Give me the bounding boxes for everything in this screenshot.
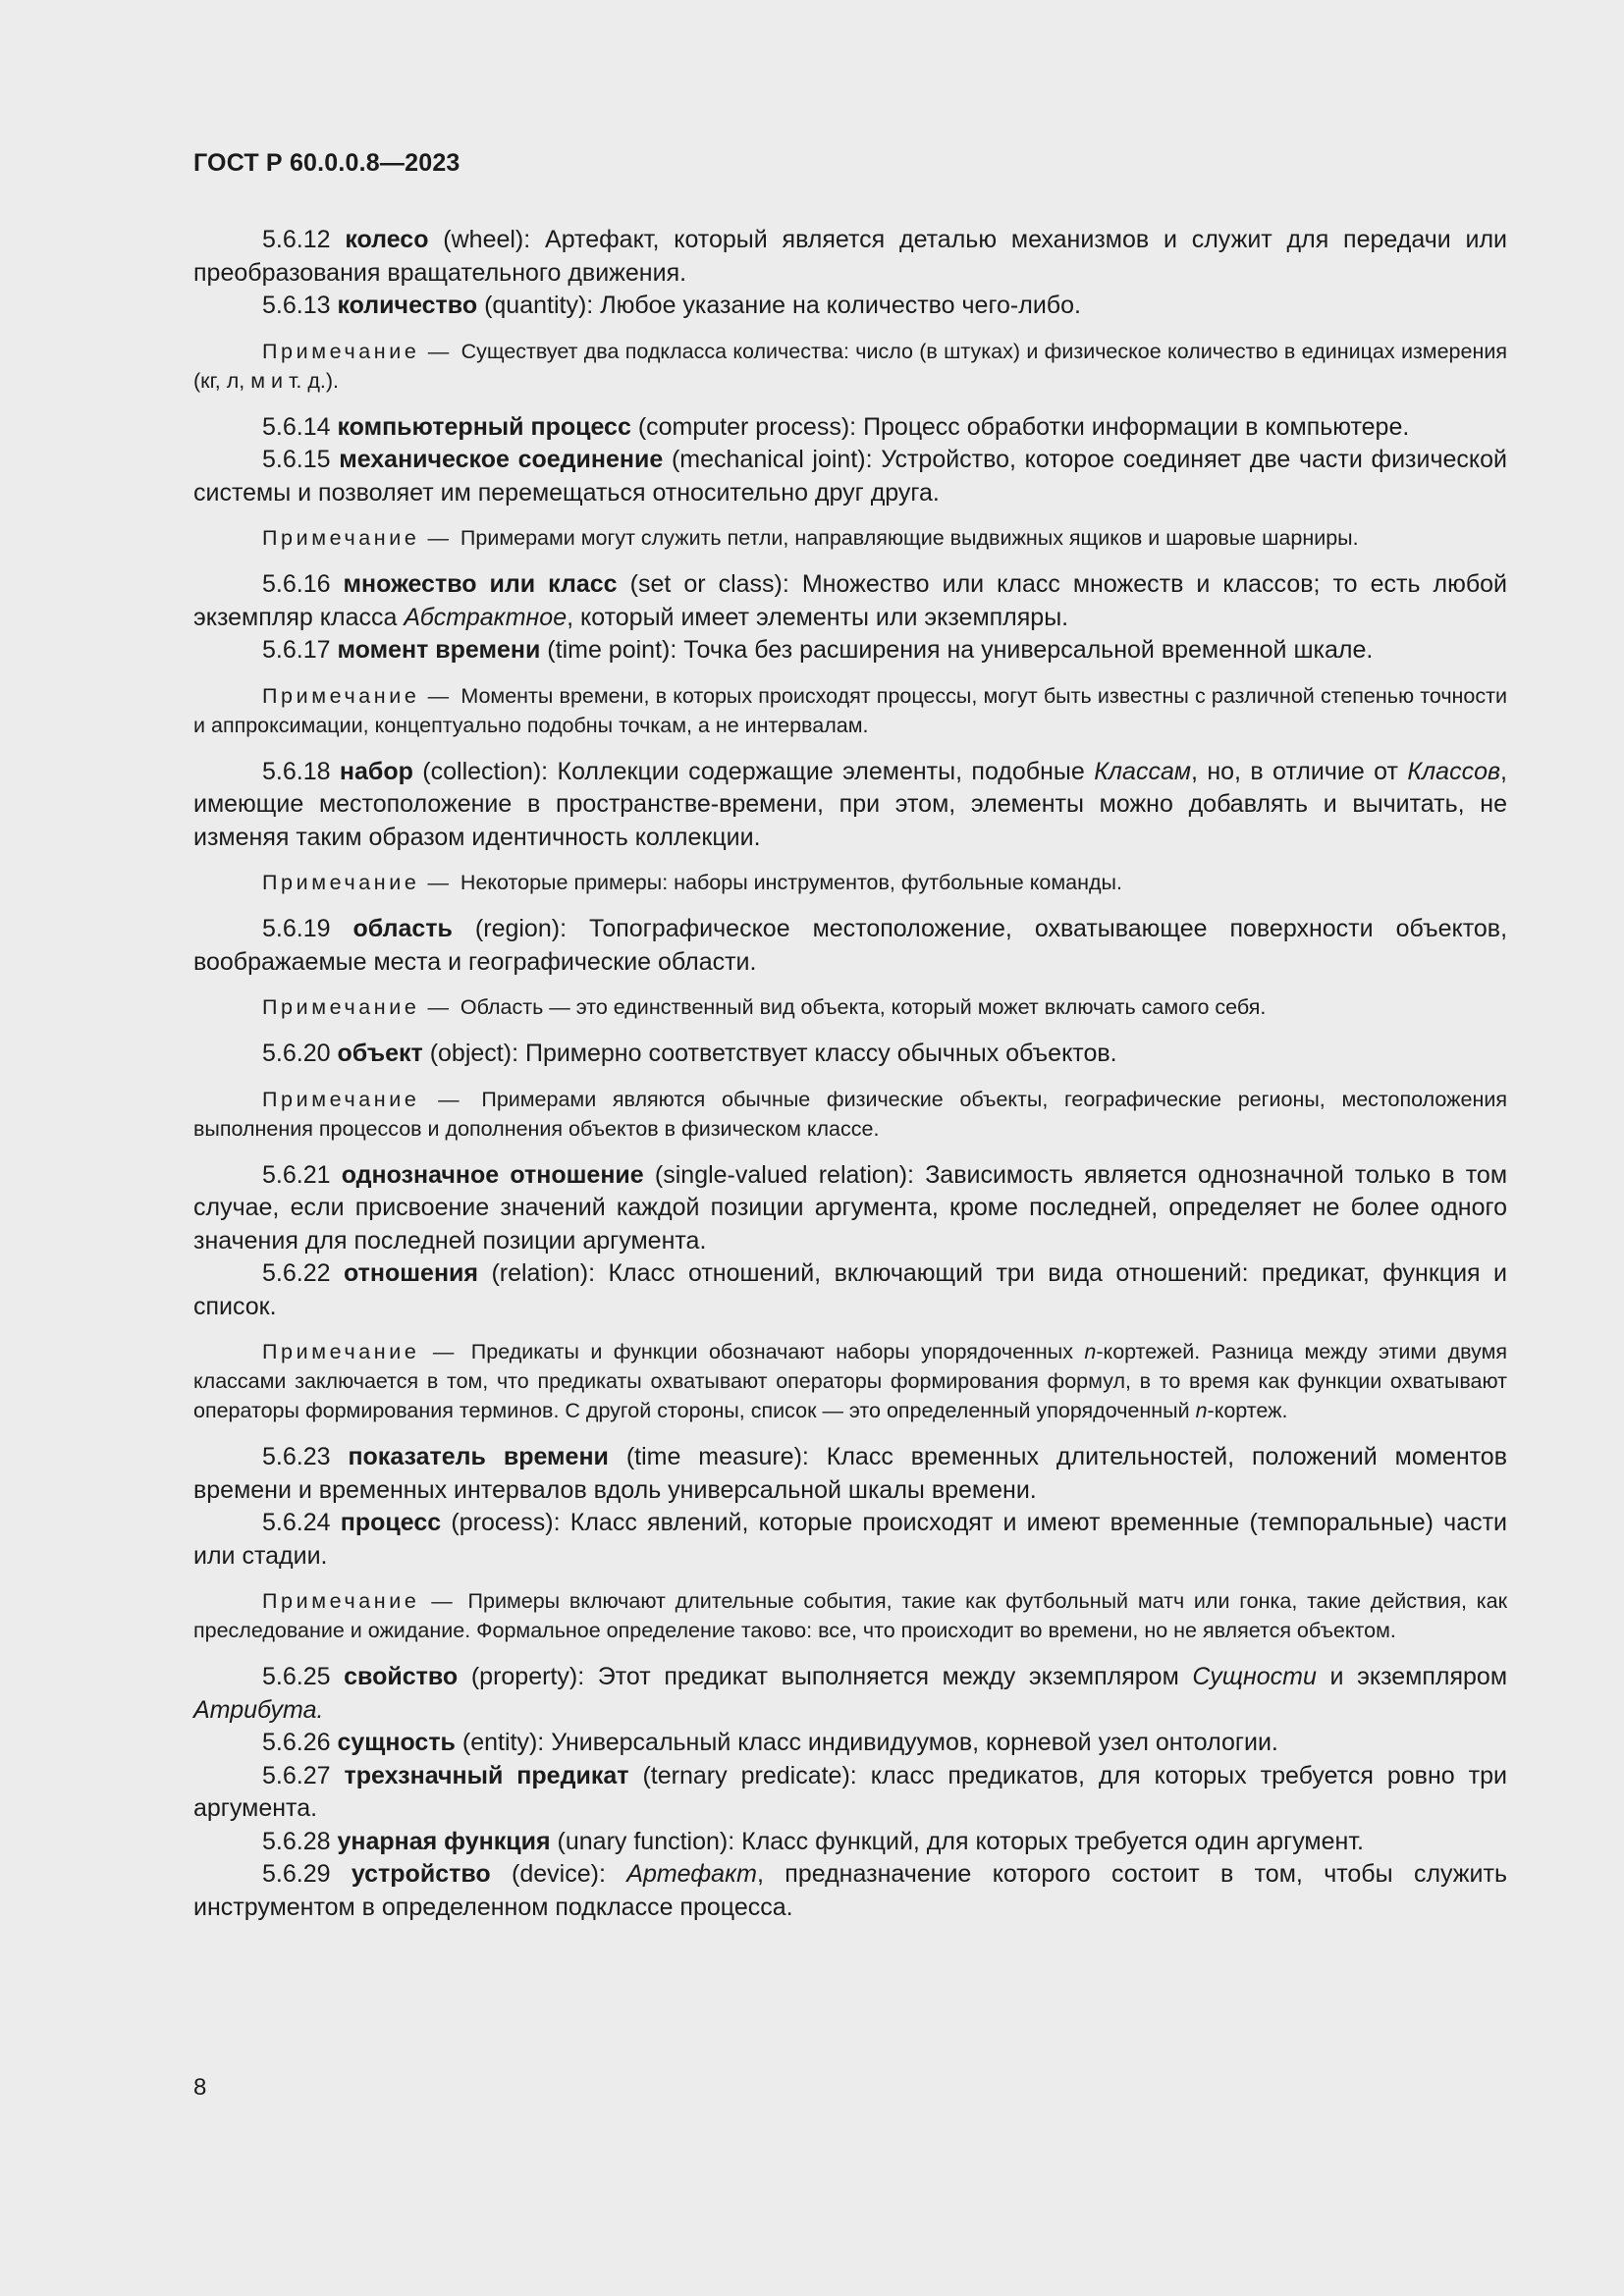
term-name: устройство: [351, 1860, 491, 1888]
term-5-6-24: [193, 1507, 1507, 1573]
term-english: (process):: [451, 1509, 561, 1536]
term-italic-ref: Классам: [1094, 757, 1191, 785]
term-number: 5.6.26: [262, 1729, 331, 1756]
term-5-6-18: [193, 756, 1507, 855]
term-definition: Любое указание на количество чего-либо.: [600, 292, 1081, 319]
term-5-6-13: [193, 290, 1507, 323]
term-english: (object):: [429, 1040, 519, 1067]
term-name: компьютерный процесс: [337, 412, 631, 441]
term-name: трехзначный предикат: [344, 1761, 629, 1789]
note-text: Предикаты и функции обозначают наборы упорядоченных: [470, 1340, 1073, 1363]
term-5-6-23: [193, 1441, 1507, 1507]
document-header: ГОСТ Р 60.0.0.8—2023: [193, 149, 460, 177]
term-name: механическое соединение: [339, 446, 664, 473]
note-5-6-13: [193, 337, 1507, 396]
note-text: Область — это единственный вид объекта, который может включать самого себя.: [460, 995, 1267, 1019]
term-name: отношения: [343, 1259, 479, 1287]
term-italic-ref: Классов: [1407, 757, 1501, 785]
note-label: Примечание: [262, 526, 420, 550]
term-5-6-28: [193, 1826, 1507, 1859]
term-5-6-21: [193, 1159, 1507, 1258]
term-number: 5.6.22: [262, 1259, 331, 1287]
note-text: Примерами могут служить петли, направляющие выдвижных ящиков и шаровые шарниры.: [460, 526, 1359, 550]
term-italic-ref: Артефакт: [626, 1860, 757, 1888]
term-number: 5.6.27: [262, 1761, 331, 1789]
term-number: 5.6.15: [262, 446, 331, 473]
term-5-6-29: [193, 1858, 1507, 1924]
term-name: сущность: [337, 1729, 456, 1756]
term-definition: Множество или класс множеств и классов; то есть любой экземпляр класса: [193, 570, 1508, 631]
term-definition-cont: , который имеет элементы или экземпляры.: [567, 603, 1069, 631]
term-english: (quantity):: [484, 292, 594, 319]
note-text: Некоторые примеры: наборы инструментов, футбольные команды.: [460, 871, 1122, 894]
note-label: Примечание: [262, 1589, 420, 1613]
term-english: (property):: [470, 1663, 585, 1690]
term-english: (collection):: [422, 757, 549, 785]
note-dash: —: [432, 1340, 455, 1363]
term-english: (single-valued relation):: [654, 1160, 914, 1189]
term-5-6-22: [193, 1257, 1507, 1323]
term-5-6-20: [193, 1038, 1507, 1071]
term-name: унарная функция: [337, 1827, 551, 1855]
term-name: область: [352, 915, 453, 942]
term-definition: Топографическое местоположение, охватывающее поверхности объектов, воображаемые места и географические области.: [193, 915, 1508, 976]
term-english: (time point):: [547, 636, 677, 664]
note-dash: —: [427, 339, 450, 363]
note-dash: —: [427, 683, 450, 708]
note-label: Примечание: [262, 1087, 420, 1111]
term-number: 5.6.16: [262, 570, 331, 598]
term-italic-ref: Атрибута.: [193, 1695, 324, 1724]
note-5-6-24: [193, 1586, 1507, 1645]
page-number: 8: [193, 2074, 207, 2101]
term-5-6-26: [193, 1727, 1507, 1760]
term-english: (set or class):: [629, 570, 789, 598]
note-dash: —: [427, 871, 449, 894]
term-definition: Устройство, которое соединяет две части физической системы и позволяет им перемещаться относительно друг друга.: [193, 446, 1508, 507]
term-number: 5.6.20: [262, 1040, 331, 1067]
note-text: Существует два подкласса количества: число (в штуках) и физическое количество в единицах измерения (кг, л, м и т. д.).: [193, 339, 1507, 393]
term-name: показатель времени: [348, 1443, 609, 1470]
term-name: набор: [339, 757, 413, 785]
term-english: (unary function):: [557, 1827, 735, 1855]
term-definition: Точка без расширения на универсальной временной шкале.: [683, 636, 1374, 664]
term-number: 5.6.13: [262, 292, 331, 319]
term-definition: Зависимость является однозначной только в том случае, если присвоение значений каждой позиции аргумента, кроме последней, определяет не более одного значения для последней позиции аргумента.: [193, 1160, 1508, 1255]
term-english: (relation):: [491, 1259, 596, 1287]
term-5-6-16: [193, 568, 1507, 634]
term-5-6-27: [193, 1760, 1507, 1826]
term-name: множество или класс: [343, 570, 618, 598]
term-definition-cont: и экземпляром: [1329, 1663, 1508, 1690]
term-name: момент времени: [337, 636, 541, 664]
term-definition: Этот предикат выполняется между экземпляром: [597, 1663, 1179, 1690]
term-italic-ref: Абстрактное: [404, 603, 568, 631]
note-label: Примечание: [262, 871, 420, 894]
note-text: Моменты времени, в которых происходят процессы, могут быть известны с различной степенью точности и аппроксимации, концептуально подобны точкам, а не интервалам.: [193, 683, 1507, 737]
term-5-6-25: [193, 1661, 1507, 1727]
term-number: 5.6.25: [262, 1663, 331, 1690]
terms-content: [193, 224, 1507, 1924]
term-definition: Процесс обработки информации в компьютере.: [863, 412, 1410, 441]
note-text: Примерами являются обычные физические объекты, географические регионы, местоположения выполнения процессов и дополнения объектов в физическом классе.: [193, 1087, 1507, 1141]
term-definition-cont: , предназначение которого состоит в том, чтобы служить инструментом в определенном подклассе процесса.: [193, 1860, 1507, 1921]
term-english: (mechanical joint):: [671, 446, 873, 473]
term-name: количество: [337, 292, 478, 319]
term-definition: Коллекции содержащие элементы, подобные: [557, 757, 1085, 785]
term-definition: Класс явлений, которые происходят и имеют временные (темпоральные) части или стадии.: [193, 1509, 1508, 1570]
term-english: (region):: [474, 915, 568, 942]
term-number: 5.6.19: [262, 915, 331, 942]
note-5-6-18: [193, 868, 1507, 897]
note-text-cont: -кортежей. Разница между этими двумя классами заключается в том, что предикаты охватывают операторы формирования формул, в то время как функции охватывают операторы формирования терминов. С другой стороны, список — это определенный упорядоченный: [193, 1340, 1508, 1422]
term-name: колесо: [345, 226, 429, 253]
term-5-6-19: [193, 913, 1507, 979]
note-dash: —: [427, 995, 449, 1019]
term-number: 5.6.28: [262, 1827, 331, 1855]
term-name: свойство: [344, 1663, 459, 1690]
note-dash: —: [427, 526, 449, 550]
note-label: Примечание: [262, 339, 420, 363]
term-definition-cont: , но, в отличие от: [1190, 757, 1398, 785]
term-definition-cont: , имеющие местоположение в пространстве-времени, при этом, элементы можно добавлять и вычитать, не изменяя таким образом идентичность коллекции.: [193, 757, 1507, 851]
term-number: 5.6.24: [262, 1509, 331, 1536]
term-name: объект: [337, 1040, 423, 1067]
term-number: 5.6.21: [262, 1160, 331, 1189]
term-number: 5.6.14: [262, 412, 331, 441]
term-definition: Артефакт, который является деталью механизмов и служит для передачи или преобразования вращательного движения.: [193, 226, 1508, 287]
term-english: (entity):: [461, 1729, 545, 1756]
note-label: Примечание: [262, 995, 420, 1019]
note-5-6-17: [193, 681, 1507, 740]
term-definition: класс предикатов, для которых требуется ровно три аргумента.: [193, 1761, 1507, 1822]
note-label: Примечание: [262, 683, 420, 708]
note-label: Примечание: [262, 1340, 420, 1363]
term-definition: Класс временных длительностей, положений моментов времени и временных интервалов вдоль универсальной шкалы времени.: [193, 1443, 1507, 1504]
note-italic: n: [1195, 1399, 1208, 1422]
term-number: 5.6.12: [262, 226, 331, 253]
term-name: однозначное отношение: [341, 1160, 644, 1189]
note-italic: n: [1084, 1340, 1097, 1363]
note-5-6-19: [193, 992, 1507, 1022]
note-text-cont: -кортеж.: [1207, 1399, 1288, 1422]
term-name: процесс: [340, 1509, 442, 1536]
note-dash: —: [431, 1589, 453, 1613]
note-5-6-20: [193, 1085, 1507, 1144]
note-5-6-22: [193, 1337, 1507, 1425]
term-number: 5.6.18: [262, 757, 331, 785]
term-english: (computer process):: [637, 412, 857, 441]
term-number: 5.6.17: [262, 636, 331, 664]
term-definition: Примерно соответствует классу обычных объектов.: [524, 1040, 1117, 1067]
term-english: (wheel):: [443, 226, 531, 253]
term-5-6-17: [193, 634, 1507, 667]
term-5-6-14: [193, 411, 1507, 445]
term-english: (ternary predicate):: [642, 1761, 857, 1789]
term-italic-ref: Сущности: [1192, 1663, 1317, 1690]
note-text: Примеры включают длительные события, такие как футбольный матч или гонка, такие действия, как преследование и ожидание. Формальное определение таково: все, что происходит во времени, но не является объектом.: [193, 1589, 1507, 1642]
note-5-6-15: [193, 523, 1507, 553]
term-english: (time measure):: [625, 1443, 809, 1470]
term-english: (device):: [512, 1860, 606, 1888]
term-5-6-15: [193, 444, 1507, 509]
term-number: 5.6.23: [262, 1443, 331, 1470]
term-definition: Универсальный класс индивидуумов, корневой узел онтологии.: [551, 1729, 1278, 1756]
term-number: 5.6.29: [262, 1860, 331, 1888]
term-definition: Класс функций, для которых требуется один аргумент.: [741, 1827, 1364, 1855]
term-definition: Класс отношений, включающий три вида отношений: предикат, функция и список.: [193, 1259, 1507, 1320]
term-5-6-12: [193, 224, 1507, 290]
note-dash: —: [438, 1087, 460, 1111]
